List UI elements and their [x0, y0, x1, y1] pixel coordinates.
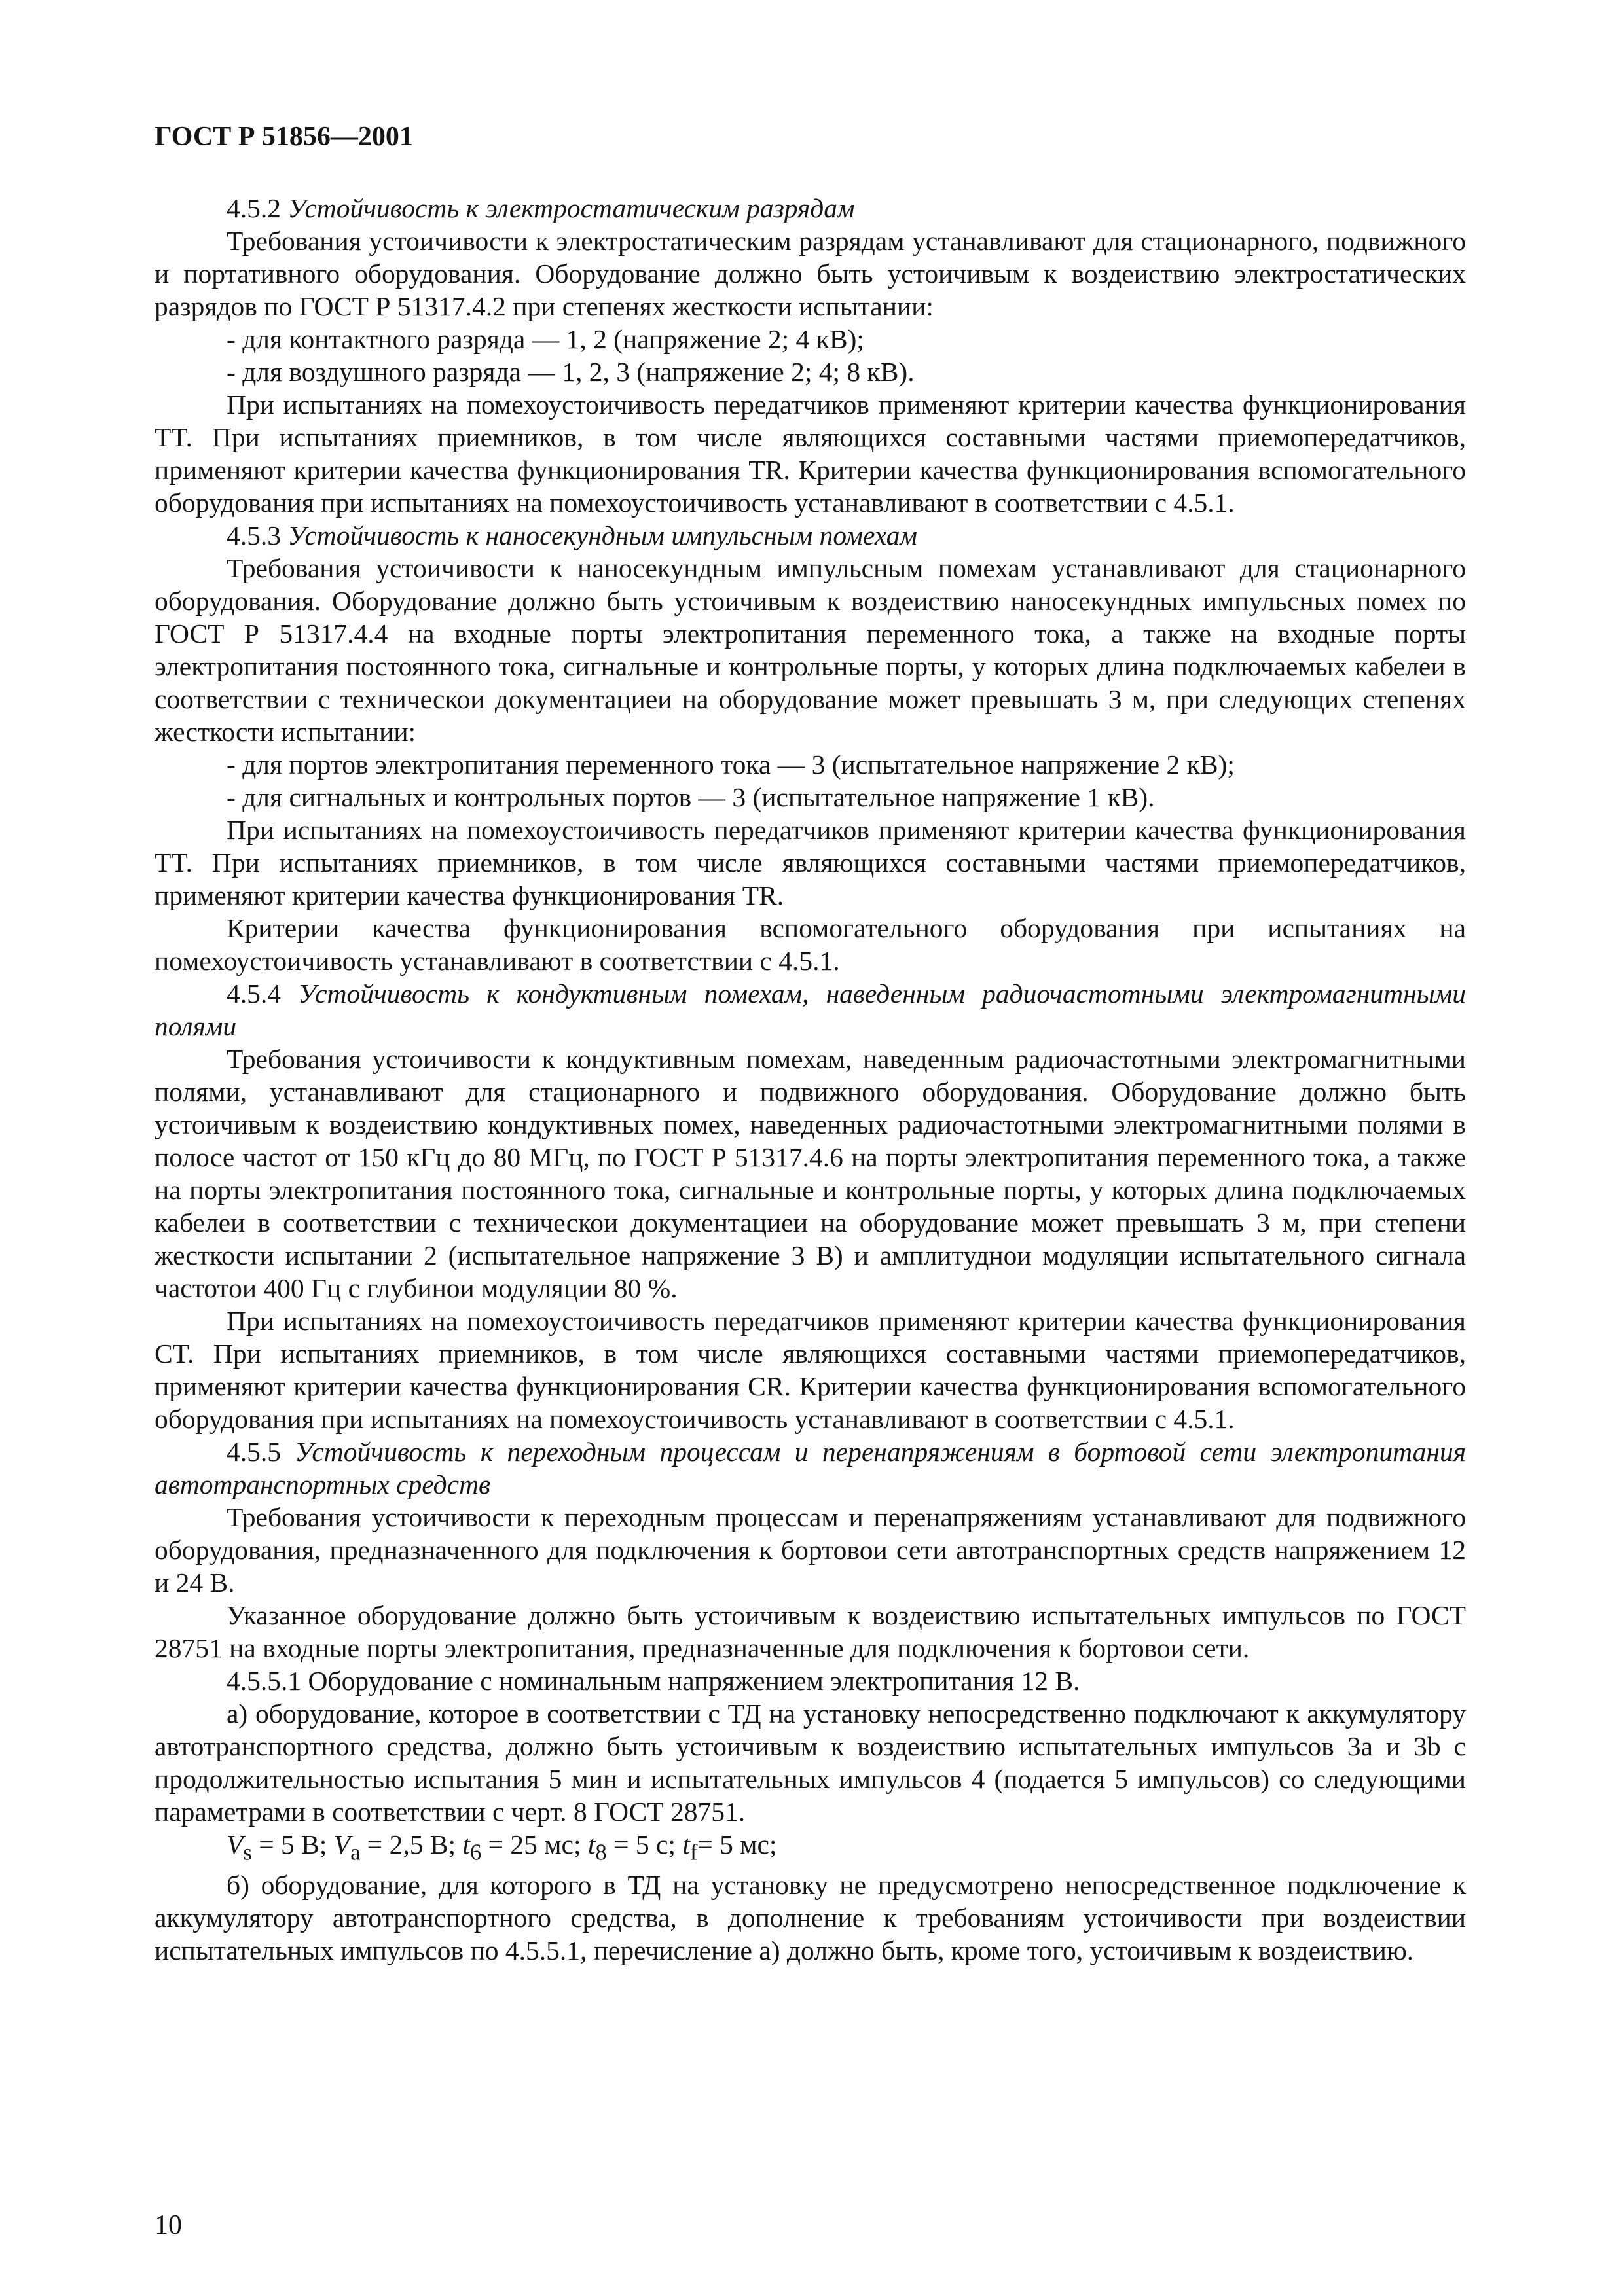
document-header: ГОСТ Р 51856—2001 — [155, 122, 413, 152]
section-number: 4.5.3 — [227, 520, 281, 550]
paragraph: При испытаниях на помехоустоичивость передатчиков применяют критерии качества функционирования TT. При испытаниях приемников, в том числе являющихся составными частями приемопередатчиков, применяют критерии качества функционирования TR. Критерии качества функционирования вспомогательного оборудования при испытаниях на помехоустоичивость устанавливают в соответствии с 4.5.1. — [155, 389, 1466, 518]
param-value: = 5 с; — [606, 1829, 683, 1859]
paragraph: Требования устоичивости к электростатическим разрядам устанавливают для стационарного, подвижного и портативного оборудования. Оборудование должно быть устоичивым к воздеиствию электростатических разрядов по ГОСТ Р 51317.4.2 при степенях жесткости испытании: — [155, 226, 1466, 321]
parameter-line — [155, 1828, 1466, 1869]
param-value: = 2,5 В; — [360, 1829, 463, 1859]
section-heading-4-5-4 — [155, 977, 1466, 1043]
paragraph: Требования устоичивости к кондуктивным помехам, наведенным радиочастотными электромагнитными полями, устанавливают для стационарного и подвижного оборудования. Оборудование должно быть устоичивым к воздеиствию кондуктивных помех, наведенных радиочастотными электромагнитными полями в полосе частот от 150 кГц до 80 МГц, по ГОСТ Р 51317.4.6 на порты электропитания переменного тока, а также на порты электропитания постоянного тока, сигнальные и контрольные порты, у которых длина подключаемых кабелеи в соответствии с техническои документациеи на оборудование может превышать 3 м, при степени жесткости испытании 2 (испытательное напряжение 3 В) и амплитуднои модуляции испытательного сигнала частотои 400 Гц с глубинои модуляции 80 %. — [155, 1044, 1466, 1303]
list-item: - для воздушного разряда — 1, 2, 3 (напряжение 2; 4; 8 кВ). — [227, 357, 915, 387]
list-item: - для сигнальных и контрольных портов — 3 (испытательное напряжение 1 кВ). — [227, 782, 1155, 812]
param-value: = 5 В; — [251, 1829, 334, 1859]
param-subscript: 6 — [469, 1840, 482, 1865]
paragraph: При испытаниях на помехоустоичивость передатчиков применяют критерии качества функционирования TT. При испытаниях приемников, в том числе являющихся составными частями приемопередатчиков, применяют критерии качества функционирования TR. — [155, 815, 1466, 910]
param-subscript: f — [689, 1840, 698, 1865]
list-item: - для портов электропитания переменного тока — 3 (испытательное напряжение 2 кВ); — [227, 749, 1235, 780]
section-heading-4-5-3 — [155, 519, 1466, 552]
paragraph: Требования устоичивости к наносекундным импульсным помехам устанавливают для стационарного оборудования. Оборудование должно быть устоичивым к воздеиствию наносекундных импульсных помех по ГОСТ Р 51317.4.4 на входные порты электропитания переменного тока, а также на входные порты электропитания постоянного тока, сигнальные и контрольные порты, у которых длина подключаемых кабелеи в соответствии с техническои документациеи на оборудование может превышать 3 м, при следующих степенях жесткости испытании: — [155, 553, 1466, 747]
paragraph: Критерии качества функционирования вспомогательного оборудования при испытаниях на помехоустоичивость устанавливают в соответствии с 4.5.1. — [155, 913, 1466, 976]
section-title: Устойчивость к электростатическим разрядам — [287, 193, 855, 223]
section-number: 4.5.5 — [227, 1437, 281, 1467]
page-number: 10 — [155, 2210, 182, 2240]
list-item-a: а) оборудование, которое в соответствии с ТД на установку непосредственно подключают к аккумулятору автотранспортного средства, должно быть устоичивым к воздеиствию испытательных импульсов 3а и 3b с продолжительностью испытания 5 мин и испытательных импульсов 4 (подается 5 импульсов) со следующими параметрами в соответствии с черт. 8 ГОСТ 28751. — [155, 1698, 1466, 1827]
paragraph: При испытаниях на помехоустоичивость передатчиков применяют критерии качества функционирования CT. При испытаниях приемников, в том числе являющихся составными частями приемопередатчиков, применяют критерии качества функционирования CR. Критерии качества функционирования вспомогательного оборудования при испытаниях на помехоустоичивость устанавливают в соответствии с 4.5.1. — [155, 1306, 1466, 1434]
param-value: = 25 мс; — [481, 1829, 588, 1859]
section-title: Устойчивость к наносекундным импульсным помехам — [287, 520, 918, 550]
param-subscript: a — [350, 1840, 361, 1865]
param-symbol: t — [462, 1829, 470, 1859]
param-symbol: t — [587, 1829, 596, 1859]
paragraph: 4.5.5.1 Оборудование с номинальным напряжением электропитания 12 В. — [227, 1666, 1080, 1696]
section-heading-4-5-2 — [155, 192, 1466, 224]
param-subscript: s — [243, 1840, 252, 1865]
section-title: Устойчивость к переходным процессам и перенапряжениям в бортовой сети электропитания автотранспортных средств — [155, 1437, 1466, 1499]
section-number: 4.5.2 — [227, 193, 281, 223]
param-value: = 5 мс; — [697, 1829, 777, 1859]
param-symbol: t — [682, 1829, 690, 1859]
paragraph: Требования устоичивости к переходным процессам и перенапряжениям устанавливают для подвижного оборудования, предназначенного для подключения к бортовои сети автотранспортных средств напряжением 12 и 24 В. — [155, 1502, 1466, 1598]
param-subscript: 8 — [595, 1840, 607, 1865]
param-symbol: V — [227, 1829, 244, 1859]
section-title: Устойчивость к кондуктивным помехам, наведенным радиочастотными электромагнитными полями — [155, 978, 1466, 1041]
document-body — [155, 192, 1466, 1967]
list-item-b: б) оборудование, для которого в ТД на установку не предусмотрено непосредственное подключение к аккумулятору автотранспортного средства, в дополнение к требованиям устоичивости при воздеиствии испытательных импульсов по 4.5.5.1, перечисление а) должно быть, кроме того, устоичивым к воздеиствию. — [155, 1870, 1466, 1966]
list-item: - для контактного разряда — 1, 2 (напряжение 2; 4 кВ); — [227, 324, 864, 354]
section-heading-4-5-5 — [155, 1435, 1466, 1501]
paragraph: Указанное оборудование должно быть устоичивым к воздеиствию испытательных импульсов по ГОСТ 28751 на входные порты электропитания, предназначенные для подключения к бортовои сети. — [155, 1600, 1466, 1663]
section-number: 4.5.4 — [227, 978, 281, 1009]
param-symbol: V — [333, 1829, 351, 1859]
